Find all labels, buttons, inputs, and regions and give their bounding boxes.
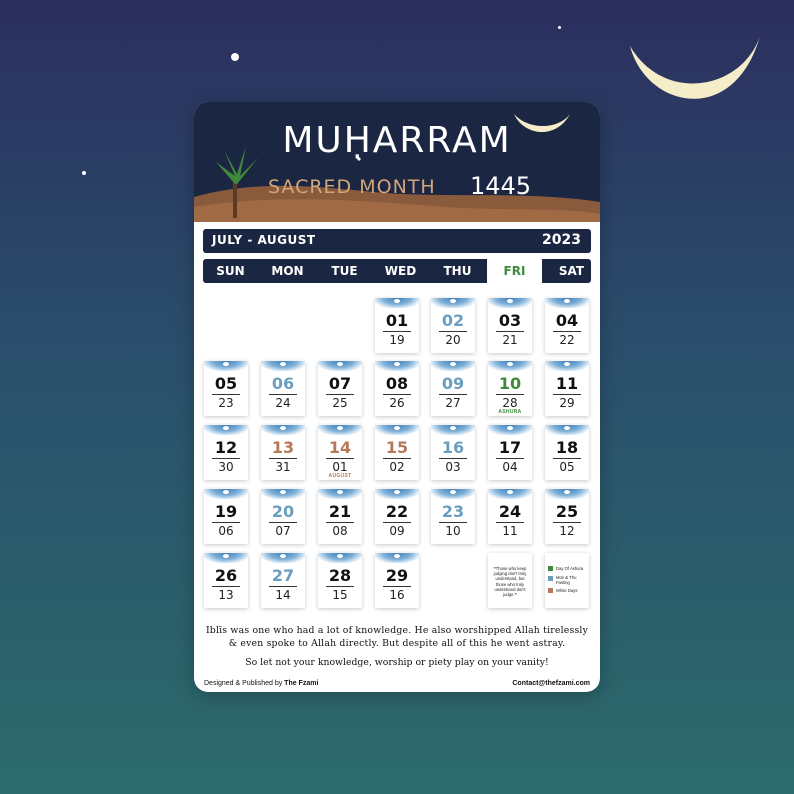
quote-card	[488, 553, 532, 608]
cell-divider	[553, 331, 581, 332]
month-subtitle: SACRED MONTH	[268, 176, 436, 198]
calendar-day-cell	[488, 361, 532, 416]
credit-name: The Fzami	[284, 680, 319, 687]
legend-swatch-fasting	[548, 576, 553, 581]
gregorian-day: 09	[389, 524, 405, 538]
calendar-day-cell	[545, 298, 589, 353]
cell-divider	[269, 394, 297, 395]
crescent-moon-icon	[624, 18, 764, 128]
hijri-day: 20	[271, 502, 295, 521]
star	[558, 26, 561, 29]
weekday-mon: MON	[271, 264, 304, 278]
cell-hole	[337, 362, 343, 366]
legend-label-white-days: White Days	[556, 588, 578, 593]
calendar-day-cell	[261, 361, 305, 416]
cell-hole	[223, 426, 229, 430]
hijri-day: 12	[214, 438, 238, 457]
gregorian-day: 01	[332, 460, 348, 474]
gregorian-day: 05	[559, 460, 575, 474]
cell-hole	[564, 362, 570, 366]
cell-divider	[326, 586, 354, 587]
cell-hole	[450, 362, 456, 366]
cell-divider	[269, 586, 297, 587]
cell-divider	[439, 458, 467, 459]
gregorian-day: 31	[275, 460, 291, 474]
hijri-day: 25	[555, 502, 579, 521]
hijri-day: 13	[271, 438, 295, 457]
gregorian-day: 02	[389, 460, 405, 474]
legend-swatch-ashura	[548, 566, 553, 571]
cell-hole	[564, 299, 570, 303]
cell-hole	[337, 490, 343, 494]
gregorian-year: 2023	[542, 232, 581, 248]
gregorian-day: 22	[559, 333, 575, 347]
hijri-year: 1445	[470, 172, 532, 200]
hijri-day: 02	[441, 311, 465, 330]
cell-hole	[450, 490, 456, 494]
cell-hole	[394, 554, 400, 558]
hijri-day: 06	[271, 374, 295, 393]
calendar-day-cell	[375, 425, 419, 480]
gregorian-day: 21	[502, 333, 518, 347]
calendar-day-cell	[318, 361, 362, 416]
calendar-card	[194, 102, 600, 692]
gregorian-day: 11	[502, 524, 518, 538]
legend-swatch-white-days	[548, 588, 553, 593]
cell-hole	[280, 554, 286, 558]
cell-divider	[383, 522, 411, 523]
calendar-day-cell	[318, 489, 362, 544]
cell-hole	[337, 426, 343, 430]
gregorian-day: 07	[275, 524, 291, 538]
star	[82, 171, 86, 175]
gregorian-day: 26	[389, 396, 405, 410]
hijri-day: 14	[328, 438, 352, 457]
hijri-day: 11	[555, 374, 579, 393]
hijri-day: 27	[271, 566, 295, 585]
calendar-day-cell	[545, 425, 589, 480]
calendar-day-cell	[261, 489, 305, 544]
gregorian-day: 08	[332, 524, 348, 538]
cell-divider	[269, 522, 297, 523]
calendar-day-cell	[431, 425, 475, 480]
cell-hole	[507, 299, 513, 303]
cell-divider	[269, 458, 297, 459]
cell-divider	[383, 458, 411, 459]
cell-divider	[383, 394, 411, 395]
cell-divider	[383, 331, 411, 332]
legend-label-fasting: Mon & Thu Fasting	[556, 575, 577, 585]
calendar-day-cell	[204, 361, 248, 416]
cell-divider	[383, 586, 411, 587]
contact-email[interactable]: Contact@thefzami.com	[512, 680, 590, 687]
gregorian-months: JULY - AUGUST	[212, 233, 316, 247]
cell-hole	[280, 490, 286, 494]
cell-hole	[394, 426, 400, 430]
gregorian-day: 28	[502, 396, 518, 410]
calendar-day-cell	[488, 489, 532, 544]
credit	[204, 680, 318, 687]
calendar-day-cell	[545, 489, 589, 544]
weekday-fri: FRI	[487, 259, 542, 287]
hijri-day: 28	[328, 566, 352, 585]
hijri-day: 29	[385, 566, 409, 585]
calendar-day-cell	[431, 489, 475, 544]
cell-divider	[212, 522, 240, 523]
cell-divider	[496, 458, 524, 459]
hijri-day: 04	[555, 311, 579, 330]
cell-divider	[553, 522, 581, 523]
cell-hole	[394, 362, 400, 366]
gregorian-day: 24	[275, 396, 291, 410]
star	[231, 53, 239, 61]
cell-divider	[496, 394, 524, 395]
legend-label-ashura: Day Of Ashura	[556, 566, 584, 571]
weekday-header	[203, 259, 591, 283]
hijri-day: 15	[385, 438, 409, 457]
calendar-day-cell	[431, 298, 475, 353]
cell-hole	[507, 362, 513, 366]
hijri-day: 17	[498, 438, 522, 457]
day-note: ASHURA	[498, 409, 522, 415]
hijri-day: 19	[214, 502, 238, 521]
gregorian-day: 16	[389, 588, 405, 602]
cell-hole	[564, 490, 570, 494]
calendar-day-cell	[375, 298, 419, 353]
cell-hole	[507, 426, 513, 430]
hijri-day: 03	[498, 311, 522, 330]
weekday-wed: WED	[384, 264, 417, 278]
weekday-sun: SUN	[216, 264, 245, 278]
gregorian-day: 14	[275, 588, 291, 602]
gregorian-day: 23	[218, 396, 234, 410]
calendar-day-cell	[545, 361, 589, 416]
footer-quote: Iblīs was one who had a lot of knowledge. He also worshipped Allah tirelessly & even spoke to Allah directly. But despite all of this he went astray.	[205, 625, 589, 649]
month-title: MUḤARRAM	[282, 120, 512, 161]
hijri-day: 22	[385, 502, 409, 521]
cell-divider	[496, 522, 524, 523]
hijri-day: 07	[328, 374, 352, 393]
calendar-day-cell	[488, 425, 532, 480]
legend-card	[545, 553, 589, 608]
gregorian-day: 10	[445, 524, 461, 538]
cell-hole	[337, 554, 343, 558]
cell-hole	[394, 299, 400, 303]
cell-hole	[223, 362, 229, 366]
cell-divider	[496, 331, 524, 332]
cell-divider	[326, 394, 354, 395]
gregorian-day: 20	[445, 333, 461, 347]
gregorian-day: 27	[445, 396, 461, 410]
hijri-day: 01	[385, 311, 409, 330]
gregorian-day: 06	[218, 524, 234, 538]
cell-divider	[326, 458, 354, 459]
hijri-day: 05	[214, 374, 238, 393]
hijri-day: 16	[441, 438, 465, 457]
cell-hole	[394, 490, 400, 494]
calendar-day-cell	[318, 553, 362, 608]
cell-hole	[223, 554, 229, 558]
cell-divider	[553, 394, 581, 395]
quote-text: ❝Those who keep judging don't truly understand, but those who truly understand don't judge.❞	[493, 566, 527, 598]
calendar-day-cell	[204, 425, 248, 480]
cell-hole	[564, 426, 570, 430]
calendar-day-cell	[375, 553, 419, 608]
gregorian-day: 29	[559, 396, 575, 410]
calendar-day-cell	[431, 361, 475, 416]
calendar-day-cell	[488, 298, 532, 353]
calendar-day-cell	[261, 553, 305, 608]
calendar-day-cell	[261, 425, 305, 480]
credit-prefix: Designed & Published by	[204, 680, 283, 687]
hijri-day: 21	[328, 502, 352, 521]
hijri-day: 23	[441, 502, 465, 521]
cell-divider	[439, 394, 467, 395]
footer-advice: So let not your knowledge, worship or piety play on your vanity!	[245, 657, 549, 668]
hijri-day: 08	[385, 374, 409, 393]
gregorian-day: 25	[332, 396, 348, 410]
calendar-day-cell	[375, 489, 419, 544]
gregorian-day: 15	[332, 588, 348, 602]
cell-divider	[212, 458, 240, 459]
cell-divider	[326, 522, 354, 523]
month-bar	[203, 229, 591, 253]
gregorian-day: 12	[559, 524, 575, 538]
cell-hole	[450, 426, 456, 430]
cell-hole	[280, 362, 286, 366]
weekday-sat: SAT	[558, 264, 585, 278]
gregorian-day: 30	[218, 460, 234, 474]
gregorian-day: 03	[445, 460, 461, 474]
cell-hole	[223, 490, 229, 494]
cell-hole	[280, 426, 286, 430]
calendar-header	[194, 102, 600, 222]
hijri-day: 10	[498, 374, 522, 393]
calendar-day-cell	[204, 489, 248, 544]
cell-hole	[507, 490, 513, 494]
hijri-day: 26	[214, 566, 238, 585]
gregorian-day: 19	[389, 333, 405, 347]
cell-divider	[553, 458, 581, 459]
gregorian-day: 13	[218, 588, 234, 602]
hijri-day: 24	[498, 502, 522, 521]
calendar-day-cell	[375, 361, 419, 416]
day-note: AUGUST	[328, 473, 352, 479]
weekday-thu: THU	[443, 264, 472, 278]
calendar-day-cell	[318, 425, 362, 480]
cell-divider	[439, 522, 467, 523]
hijri-day: 09	[441, 374, 465, 393]
cell-divider	[212, 394, 240, 395]
calendar-day-cell	[204, 553, 248, 608]
weekday-tue: TUE	[331, 264, 358, 278]
cell-hole	[450, 299, 456, 303]
cell-divider	[439, 331, 467, 332]
hijri-day: 18	[555, 438, 579, 457]
gregorian-day: 04	[502, 460, 518, 474]
cell-divider	[212, 586, 240, 587]
